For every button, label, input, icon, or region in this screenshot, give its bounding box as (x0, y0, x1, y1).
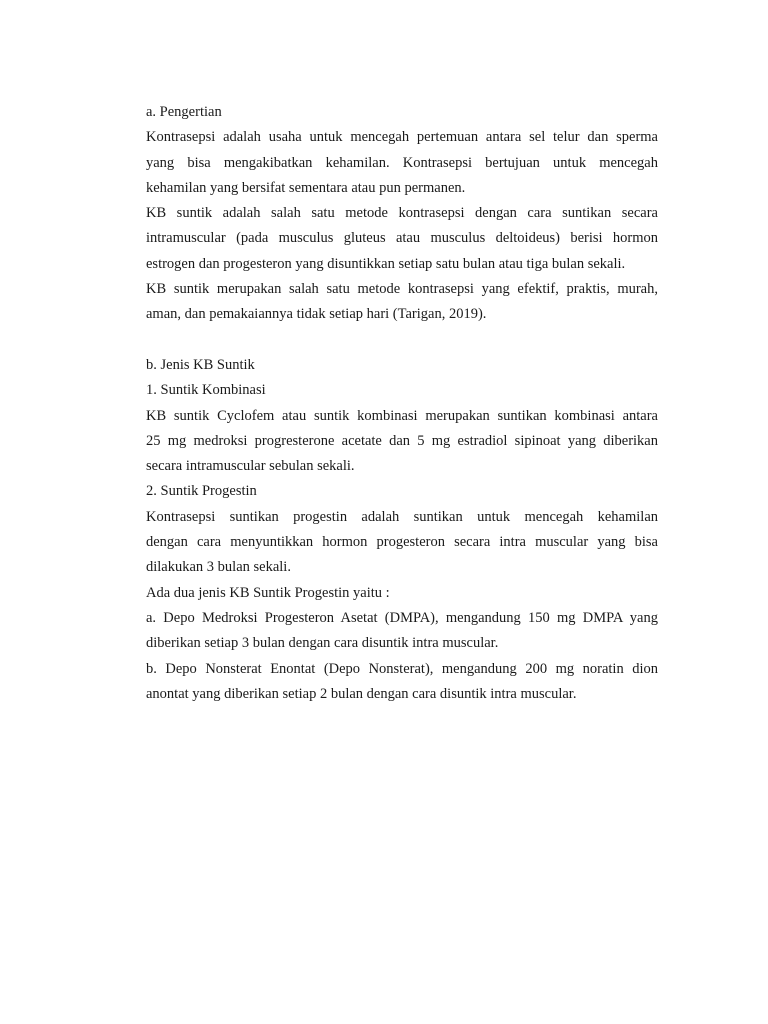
document-body (146, 100, 658, 707)
item-2-intro: Ada dua jenis KB Suntik Progestin yaitu : (146, 584, 390, 601)
paragraph-line: b. Depo Nonsterat Enontat (Depo Nonsterat), mengandung 200 mg noratin dion (146, 660, 658, 677)
paragraph-line: KB suntik Cyclofem atau suntik kombinasi merupakan suntikan kombinasi antara (146, 407, 658, 424)
section-a-heading: a. Pengertian (146, 104, 222, 120)
paragraph-line: intramuscular (pada musculus gluteus atau musculus deltoideus) berisi hormon (146, 230, 658, 247)
paragraph-definition-2 (146, 201, 658, 277)
paragraph-line: Kontrasepsi adalah usaha untuk mencegah pertemuan antara sel telur dan sperma (146, 129, 658, 146)
paragraph-line: KB suntik adalah salah satu metode kontrasepsi dengan cara suntikan secara (146, 205, 658, 222)
paragraph-definition-1 (146, 125, 658, 201)
paragraph-line: yang bisa mengakibatkan kehamilan. Kontrasepsi bertujuan untuk mencegah (146, 154, 658, 171)
section-a (146, 100, 658, 328)
paragraph-line: KB suntik merupakan salah satu metode kontrasepsi yang efektif, praktis, murah, (146, 281, 658, 298)
item-1-title: 1. Suntik Kombinasi (146, 382, 266, 399)
paragraph-line: Kontrasepsi suntikan progestin adalah suntikan untuk mencegah kehamilan (146, 508, 658, 525)
paragraph-line: diberikan setiap 3 bulan dengan cara disuntik intra muscular. (146, 635, 499, 652)
sub-item-a (146, 606, 658, 657)
item-2-paragraph (146, 505, 658, 581)
paragraph-definition-3 (146, 277, 658, 328)
item-1-paragraph (146, 404, 658, 480)
sub-item-b (146, 657, 658, 708)
paragraph-line: dengan cara menyuntikkan hormon progesteron secara intra muscular yang bisa (146, 534, 658, 551)
paragraph-line: estrogen dan progesteron yang disuntikkan setiap satu bulan atau tiga bulan sekali. (146, 255, 626, 272)
section-b-heading: b. Jenis KB Suntik (146, 356, 255, 373)
paragraph-line: aman, dan pemakaiannya tidak setiap hari (Tarigan, 2019). (146, 306, 487, 323)
paragraph-line: a. Depo Medroksi Progesteron Asetat (DMPA), mengandung 150 mg DMPA yang (146, 609, 658, 626)
paragraph-line: secara intramuscular sebulan sekali. (146, 458, 355, 475)
paragraph-spacer (146, 328, 658, 353)
paragraph-line: kehamilan yang bersifat sementara atau pun permanen. (146, 179, 466, 196)
item-2-title: 2. Suntik Progestin (146, 483, 257, 500)
section-b (146, 353, 658, 707)
paragraph-line: dilakukan 3 bulan sekali. (146, 559, 291, 576)
paragraph-line: 25 mg medroksi progresterone acetate dan 5 mg estradiol sipinoat yang diberikan (146, 432, 658, 449)
paragraph-line: anontat yang diberikan setiap 2 bulan dengan cara disuntik intra muscular. (146, 685, 577, 702)
